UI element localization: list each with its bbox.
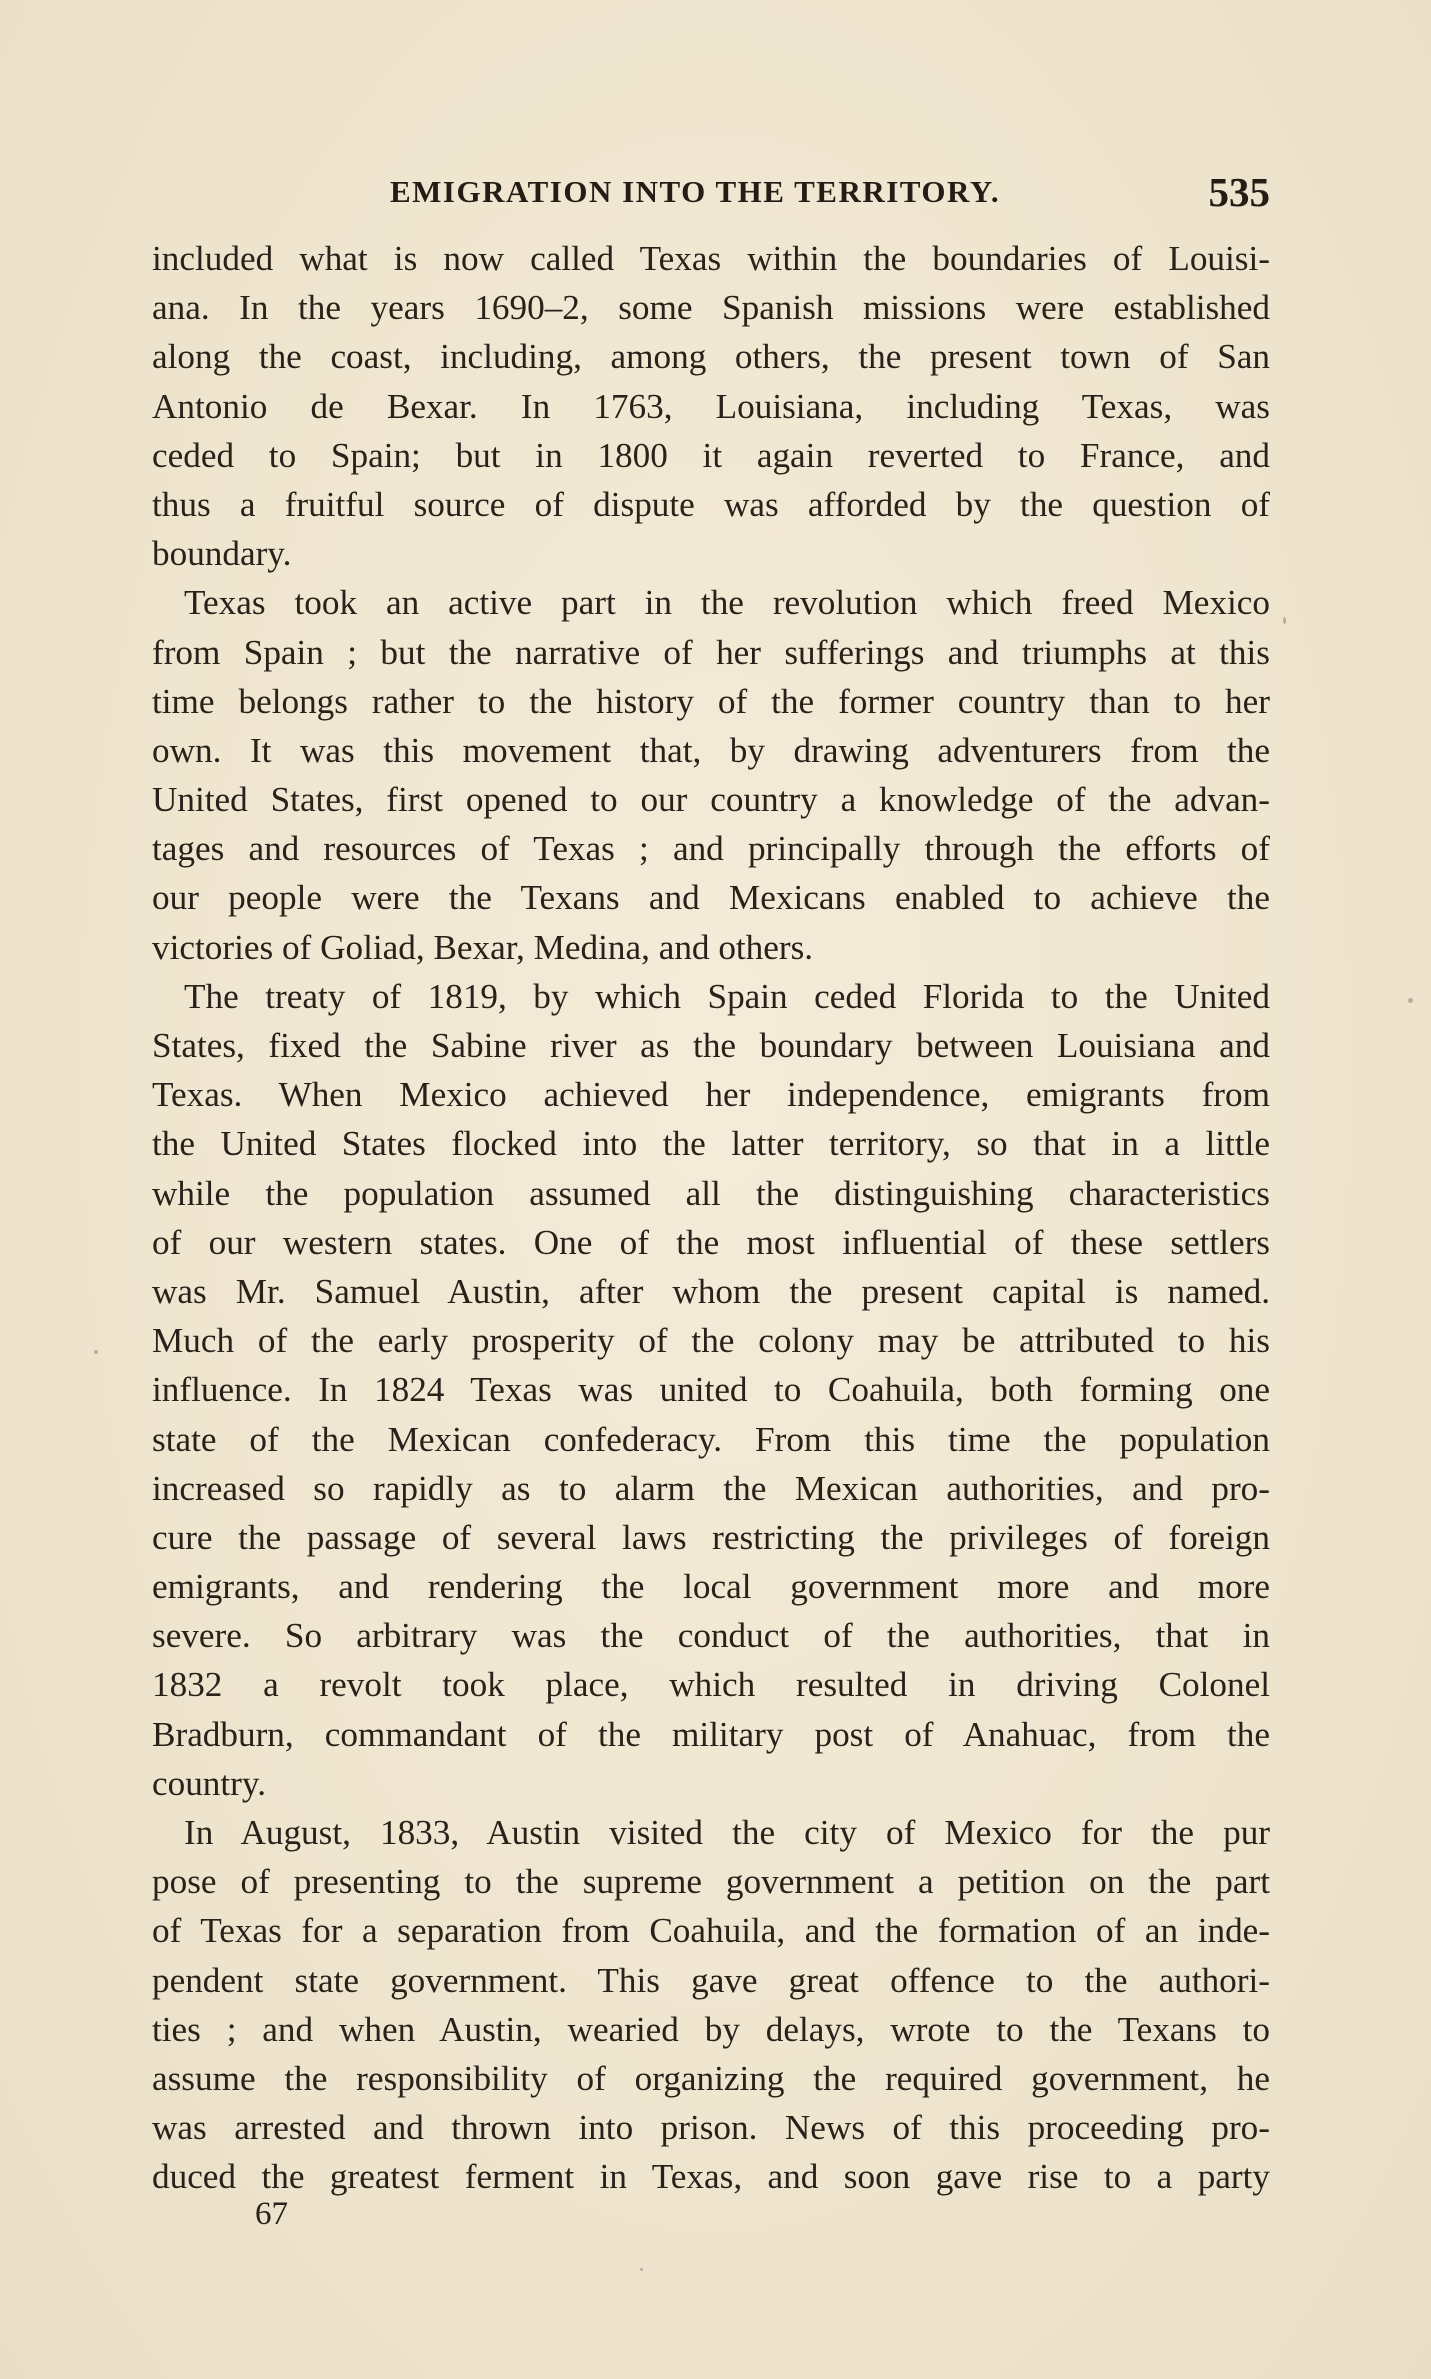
text-line: Antonio de Bexar. In 1763, Louisiana, including Texas, was [152, 386, 1270, 426]
text-line: ties ; and when Austin, wearied by delays, wrote to the Texans to [152, 2009, 1270, 2049]
text-line: assume the responsibility of organizing the required government, he [152, 2058, 1270, 2098]
text-line: Texas. When Mexico achieved her independence, emigrants from [152, 1075, 1270, 1115]
paragraph-start-line: Texas took an active part in the revolution which freed Mexico [184, 583, 1270, 623]
page-number: 535 [1208, 169, 1270, 215]
signature-mark: 67 [255, 2196, 288, 2232]
text-line: was arrested and thrown into prison. News of this proceeding pro- [152, 2108, 1270, 2148]
text-line: included what is now called Texas within the boundaries of Louisi- [152, 239, 1270, 278]
text-line: Bradburn, commandant of the military post of Anahuac, from the [152, 1714, 1270, 1754]
text-line: pose of presenting to the supreme government a petition on the part [152, 1862, 1270, 1902]
text-line: our people were the Texans and Mexicans enabled to achieve the [152, 878, 1270, 918]
paper-speck [1408, 998, 1413, 1003]
text-line: 1832 a revolt took place, which resulted in driving Colonel [152, 1665, 1270, 1705]
text-line: United States, first opened to our country a knowledge of the advan- [152, 780, 1270, 820]
paragraph-start-line: The treaty of 1819, by which Spain ceded Florida to the United [184, 976, 1270, 1016]
text-line: from Spain ; but the narrative of her sufferings and triumphs at this [152, 632, 1270, 672]
text-line: of our western states. One of the most influential of these settlers [152, 1222, 1270, 1262]
text-line: pendent state government. This gave great offence to the authori- [152, 1960, 1270, 2000]
text-line: of Texas for a separation from Coahuila, and the formation of an inde- [152, 1911, 1270, 1951]
text-line: time belongs rather to the history of the former country than to her [152, 681, 1270, 721]
text-line: ceded to Spain; but in 1800 it again reverted to France, and [152, 435, 1270, 475]
paper-speck [640, 2268, 643, 2271]
text-line: along the coast, including, among others, the present town of San [152, 337, 1270, 377]
paper-speck [94, 1350, 98, 1354]
page-header [152, 168, 1270, 218]
text-line: was Mr. Samuel Austin, after whom the present capital is named. [152, 1271, 1270, 1311]
text-line: own. It was this movement that, by drawing adventurers from the [152, 730, 1270, 770]
running-head: EMIGRATION INTO THE TERRITORY. [390, 174, 1001, 209]
paper-speck [1283, 617, 1286, 624]
text-line: victories of Goliad, Bexar, Medina, and others. [152, 927, 814, 967]
text-line: the United States flocked into the latter territory, so that in a little [152, 1124, 1270, 1164]
text-line: Much of the early prosperity of the colony may be attributed to his [152, 1321, 1270, 1361]
text-line: boundary. [152, 534, 292, 574]
text-line: States, fixed the Sabine river as the boundary between Louisiana and [152, 1026, 1270, 1065]
text-line: ana. In the years 1690–2, some Spanish missions were established [152, 288, 1270, 328]
text-line: increased so rapidly as to alarm the Mexican authorities, and pro- [152, 1468, 1270, 1508]
text-line: severe. So arbitrary was the conduct of the authorities, that in [152, 1616, 1270, 1656]
text-line: thus a fruitful source of dispute was afforded by the question of [152, 484, 1270, 524]
text-line: while the population assumed all the distinguishing characteristics [152, 1173, 1270, 1213]
text-line: state of the Mexican confederacy. From this time the population [152, 1419, 1270, 1459]
paragraph-start-line: In August, 1833, Austin visited the city of Mexico for the pur [184, 1813, 1270, 1852]
text-line: cure the passage of several laws restricting the privileges of foreign [152, 1517, 1270, 1557]
text-line: duced the greatest ferment in Texas, and soon gave rise to a party [152, 2157, 1270, 2197]
body-text [152, 234, 1270, 2202]
text-line: emigrants, and rendering the local government more and more [152, 1567, 1270, 1607]
text-line: country. [152, 1763, 266, 1803]
text-line: tages and resources of Texas ; and principally through the efforts of [152, 829, 1270, 869]
text-line: influence. In 1824 Texas was united to Coahuila, both forming one [152, 1370, 1270, 1410]
